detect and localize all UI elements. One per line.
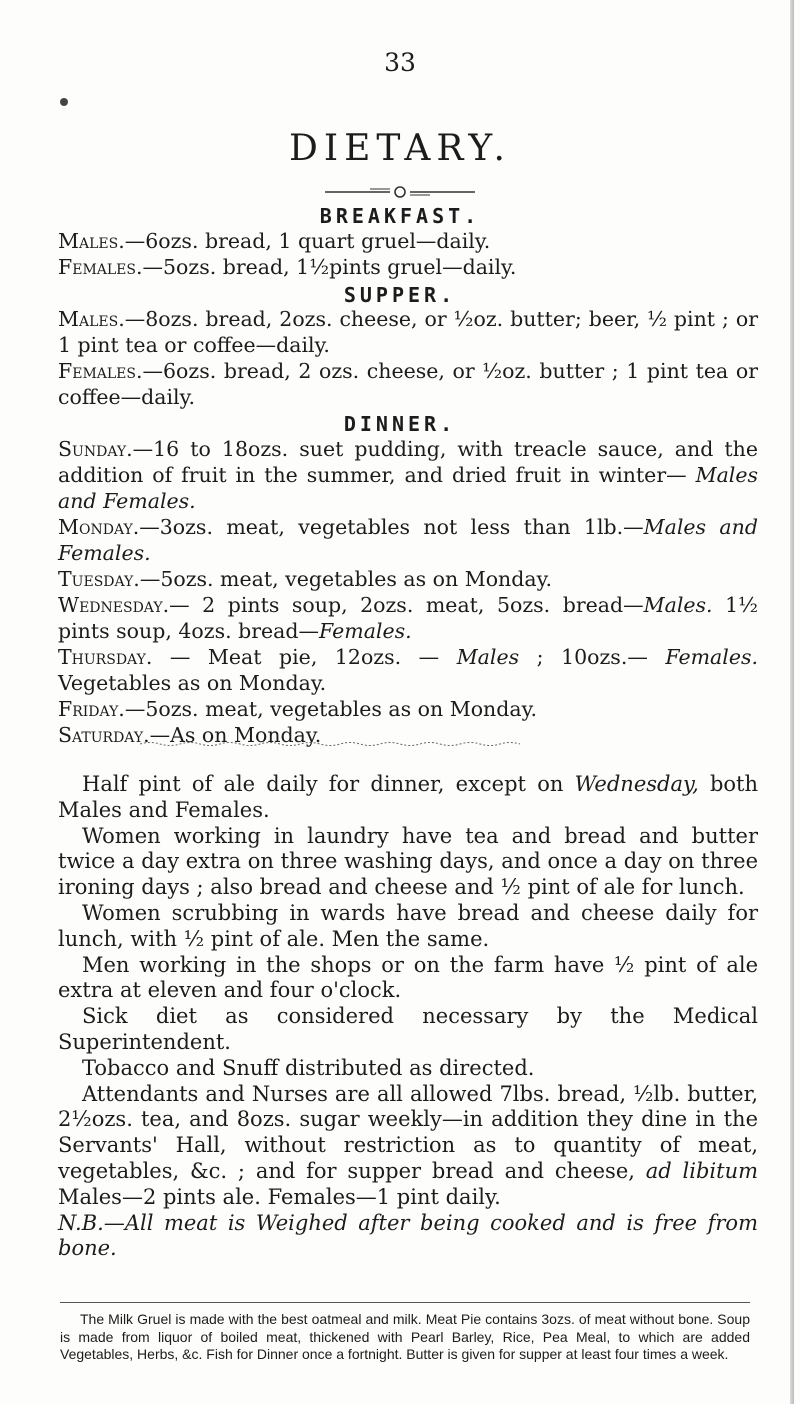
note-laundry: Women working in laundry have tea and bread and butter twice a day extra on three washing days, and once a day on three ironing days ; also bread and cheese and ½ pint of ale for lunch. — [58, 823, 758, 900]
dotted-divider — [140, 740, 530, 748]
breakfast-males-line — [58, 228, 758, 254]
supper-females — [58, 358, 758, 410]
note-sick: Sick diet as considered necessary by the Medical Superintendent. — [58, 1004, 758, 1054]
dinner-sunday — [58, 436, 758, 514]
label: Sunday. — [58, 437, 133, 461]
supper-heading: SUPPER. — [343, 283, 457, 307]
note-shops: Men working in the shops or on the farm have ½ pint of ale extra at eleven and four o'clock. — [58, 952, 758, 1003]
footnote-rule — [60, 1302, 750, 1303]
label: Thursday. — [58, 645, 153, 669]
text-italic: Males and Females. — [58, 515, 758, 565]
dinner-block — [58, 436, 758, 748]
dinner-monday — [58, 514, 758, 566]
dinner-tuesday — [58, 566, 758, 592]
note-ale — [58, 772, 758, 824]
dinner-heading: DINNER. — [343, 412, 457, 436]
text: — 2 pints soup, 2ozs. meat, 5ozs. bread— — [169, 593, 644, 617]
text: ; 10ozs.— — [519, 645, 666, 669]
text: — Meat pie, 12ozs. — — [152, 645, 457, 669]
page-title: DIETARY. — [289, 128, 511, 169]
dinner-friday — [58, 696, 758, 722]
text: —16 to 18ozs. suet pudding, with treacle sauce, and the addition of fruit in the summer, and dried fruit in winter— — [58, 437, 758, 487]
text-italic: Males and Females. — [58, 463, 758, 513]
text-italic: Females. — [665, 645, 758, 669]
notes-block — [58, 772, 758, 1262]
label: Wednesday. — [58, 593, 170, 617]
text: —As on Monday. — [149, 723, 322, 747]
text-italic: Males — [456, 645, 520, 669]
text: —3ozs. meat, vegetables not less than 1lb.— — [139, 515, 644, 539]
text: —5ozs. meat, vegetables as on Monday. — [139, 567, 552, 591]
label: Monday. — [58, 515, 140, 539]
note-attendants — [58, 1082, 758, 1211]
text: Vegetables as on Monday. — [58, 671, 327, 695]
text-italic: Wednesday, — [574, 772, 699, 796]
text: —5ozs. meat, vegetables as on Monday. — [124, 697, 537, 721]
label: Friday. — [58, 697, 125, 721]
text: both Males and Females. — [58, 772, 758, 822]
text: 1½ pints soup, 4ozs. bread— — [58, 593, 758, 643]
breakfast-block — [58, 228, 758, 280]
text: —6ozs. bread, 2 ozs. cheese, or ½oz. butter ; 1 pint tea or coffee—daily. — [58, 359, 758, 409]
label: Tuesday. — [58, 567, 140, 591]
label: Males. — [58, 229, 125, 253]
breakfast-females-line — [58, 254, 758, 280]
label: Females. — [58, 359, 143, 383]
breakfast-heading: BREAKFAST. — [319, 204, 481, 228]
dinner-wednesday — [58, 592, 758, 644]
label: Saturday. — [58, 723, 150, 747]
text-italic: Males. — [643, 593, 713, 617]
text: Males—2 pints ale. Females—1 pint daily. — [58, 1184, 501, 1209]
label: Males. — [58, 307, 125, 331]
text-italic: Females. — [319, 619, 412, 643]
note-nb: N.B.—All meat is Weighed after being cooked and is free from bone. — [58, 1210, 758, 1261]
note-tobacco: Tobacco and Snuff distributed as directed. — [82, 1055, 535, 1080]
page-number: 33 — [384, 48, 416, 77]
text-italic: ad libitum — [645, 1158, 759, 1183]
note-scrubbing: Women scrubbing in wards have bread and cheese daily for lunch, with ½ pint of ale. Men the same. — [58, 900, 758, 951]
supper-block — [58, 306, 758, 410]
footnote: The Milk Gruel is made with the best oatmeal and milk. Meat Pie contains 3ozs. of meat without bone. Soup is made from liquor of boiled meat, thickened with Pearl Barley, Rice, Pea Meal, to which are added Vegetables, Herbs, &c. Fish for Dinner once a fortnight. Butter is given for supper at least four times a week. — [60, 1311, 750, 1362]
text: Half pint of ale daily for dinner, except on — [82, 772, 575, 796]
text: Attendants and Nurses are all allowed 7lbs. bread, ½lb. butter, 2½ozs. tea, and 8ozs. sugar weekly—in addition they dine in the Servants' Hall, without restriction as to quantity of meat, vegetables, &c. ; and for supper bread and cheese, — [58, 1081, 758, 1183]
text: —5ozs. bread, 1½pints gruel—daily. — [142, 255, 517, 279]
text: —8ozs. bread, 2ozs. cheese, or ½oz. butter; beer, ½ pint ; or 1 pint tea or coffee—daily. — [58, 307, 758, 357]
bullet-mark — [60, 98, 68, 106]
label: Females. — [58, 255, 143, 279]
text: —6ozs. bread, 1 quart gruel—daily. — [124, 229, 491, 253]
supper-males — [58, 306, 758, 358]
ornament-divider — [320, 185, 480, 199]
dinner-thursday — [58, 644, 758, 696]
